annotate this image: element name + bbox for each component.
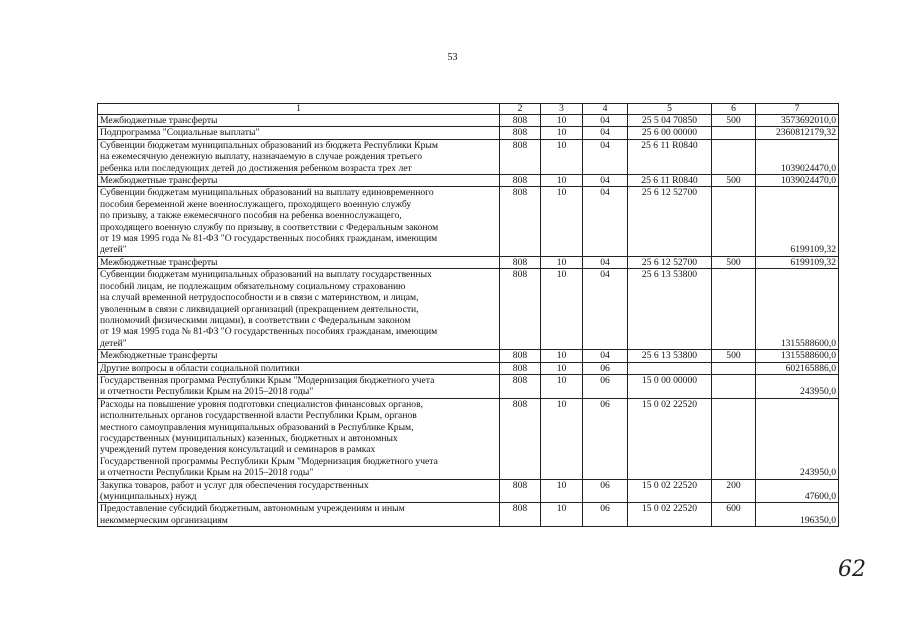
table-row — [98, 115, 839, 127]
cell-target-article: 15 0 02 22520 — [628, 479, 712, 503]
cell-expense-type — [712, 374, 756, 398]
cell-section: 10 — [541, 350, 583, 362]
cell-amount: 47600,0 — [756, 479, 839, 503]
cell-amount: 243950,0 — [756, 374, 839, 398]
table-row — [98, 350, 839, 362]
cell-ministry-code: 808 — [500, 479, 541, 503]
cell-name: Межбюджетные трансферты — [98, 350, 500, 362]
cell-target-article: 25 6 11 R0840 — [628, 139, 712, 174]
cell-target-article — [628, 362, 712, 374]
cell-section: 10 — [541, 175, 583, 187]
cell-subsection: 04 — [583, 139, 628, 174]
cell-subsection: 06 — [583, 503, 628, 527]
cell-ministry-code: 808 — [500, 175, 541, 187]
header-cell: 2 — [500, 104, 541, 115]
cell-ministry-code: 808 — [500, 127, 541, 139]
cell-section: 10 — [541, 187, 583, 256]
cell-amount: 1315588600,0 — [756, 269, 839, 350]
header-cell: 1 — [98, 104, 500, 115]
cell-expense-type — [712, 127, 756, 139]
cell-expense-type — [712, 269, 756, 350]
table-row — [98, 127, 839, 139]
table-row — [98, 175, 839, 187]
cell-expense-type: 500 — [712, 115, 756, 127]
cell-subsection: 06 — [583, 362, 628, 374]
cell-expense-type — [712, 187, 756, 256]
cell-ministry-code: 808 — [500, 115, 541, 127]
cell-section: 10 — [541, 256, 583, 268]
cell-name: Подпрограмма "Социальные выплаты" — [98, 127, 500, 139]
table-row — [98, 479, 839, 503]
cell-name: Другие вопросы в области социальной политики — [98, 362, 500, 374]
cell-expense-type: 500 — [712, 350, 756, 362]
table-row — [98, 139, 839, 174]
cell-ministry-code: 808 — [500, 187, 541, 256]
header-row — [98, 104, 839, 115]
cell-name: Субвенции бюджетам муниципальных образований на выплату государственных пособий лицам, не подлежащим обязательному социальному страхованию на случай временной нетрудоспособности и в связи с материнством, и лицам, уволенным в связи с ликвидацией организаций (прекращением деятельности, полномочий физическими лицами), в соответствии с Федеральным законом от 19 мая 1995 года № 81-ФЗ "О государственных пособиях гражданам, имеющим детей" — [98, 269, 500, 350]
budget-table — [97, 103, 839, 527]
cell-ministry-code: 808 — [500, 398, 541, 479]
cell-amount: 602165886,0 — [756, 362, 839, 374]
cell-subsection: 04 — [583, 256, 628, 268]
cell-name: Субвенции бюджетам муниципальных образований из бюджета Республики Крым на ежемесячную денежную выплату, назначаемую в случае рождения третьего ребенка или последующих детей до достижения ребенком возраста трех лет — [98, 139, 500, 174]
header-cell: 5 — [628, 104, 712, 115]
cell-amount: 1039024470,0 — [756, 139, 839, 174]
cell-section: 10 — [541, 398, 583, 479]
cell-amount: 1039024470,0 — [756, 175, 839, 187]
cell-amount: 6199109,32 — [756, 187, 839, 256]
header-cell: 6 — [712, 104, 756, 115]
cell-target-article: 15 0 00 00000 — [628, 374, 712, 398]
cell-expense-type: 200 — [712, 479, 756, 503]
cell-expense-type: 600 — [712, 503, 756, 527]
cell-amount: 243950,0 — [756, 398, 839, 479]
cell-section: 10 — [541, 269, 583, 350]
cell-ministry-code: 808 — [500, 362, 541, 374]
cell-subsection: 04 — [583, 175, 628, 187]
cell-subsection: 06 — [583, 398, 628, 479]
cell-target-article: 25 6 13 53800 — [628, 269, 712, 350]
cell-amount: 196350,0 — [756, 503, 839, 527]
cell-target-article: 15 0 02 22520 — [628, 503, 712, 527]
table-body — [98, 115, 839, 527]
cell-name: Межбюджетные трансферты — [98, 115, 500, 127]
cell-expense-type — [712, 362, 756, 374]
cell-target-article: 25 6 13 53800 — [628, 350, 712, 362]
cell-expense-type — [712, 398, 756, 479]
cell-target-article: 25 6 00 00000 — [628, 127, 712, 139]
table-row — [98, 269, 839, 350]
cell-target-article: 25 6 12 52700 — [628, 187, 712, 256]
cell-target-article: 25 6 12 52700 — [628, 256, 712, 268]
table-row — [98, 503, 839, 527]
page-number: 53 — [447, 52, 458, 63]
header-cell: 3 — [541, 104, 583, 115]
cell-ministry-code: 808 — [500, 256, 541, 268]
table-row — [98, 256, 839, 268]
cell-ministry-code: 808 — [500, 350, 541, 362]
table-row — [98, 187, 839, 256]
cell-subsection: 06 — [583, 479, 628, 503]
cell-ministry-code: 808 — [500, 503, 541, 527]
handwritten-page-mark: 62 — [838, 557, 866, 582]
cell-section: 10 — [541, 139, 583, 174]
cell-amount: 6199109,32 — [756, 256, 839, 268]
cell-section: 10 — [541, 503, 583, 527]
cell-subsection: 04 — [583, 350, 628, 362]
cell-expense-type: 500 — [712, 256, 756, 268]
cell-subsection: 04 — [583, 127, 628, 139]
cell-name: Государственная программа Республики Крым "Модернизация бюджетного учета и отчетности Республики Крым на 2015–2018 годы" — [98, 374, 500, 398]
cell-section: 10 — [541, 127, 583, 139]
cell-name: Межбюджетные трансферты — [98, 256, 500, 268]
header-cell: 4 — [583, 104, 628, 115]
table-row — [98, 362, 839, 374]
cell-name: Предоставление субсидий бюджетным, автономным учреждениям и иным некоммерческим организациям — [98, 503, 500, 527]
cell-subsection: 04 — [583, 187, 628, 256]
header-cell: 7 — [756, 104, 839, 115]
cell-target-article: 25 5 04 70850 — [628, 115, 712, 127]
cell-name: Субвенции бюджетам муниципальных образований на выплату единовременного пособия беременной жене военнослужащего, проходящего военную службу по призыву, а также ежемесячного пособия на ребенка военнослужащего, проходящего военную службу по призыву, в соответствии с Федеральным законом от 19 мая 1995 года № 81-ФЗ "О государственных пособиях гражданам, имеющим детей" — [98, 187, 500, 256]
cell-expense-type — [712, 139, 756, 174]
cell-subsection: 04 — [583, 115, 628, 127]
cell-name: Расходы на повышение уровня подготовки специалистов финансовых органов, исполнительных органов государственной власти Республики Крым, органов местного самоуправления муниципальных образований в Республике Крым, государственных (муниципальных) казенных, бюджетных и автономных учреждений путем проведения консультаций и семинаров в рамках Государственной программы Республики Крым "Модернизация бюджетного учета и отчетности Республики Крым на 2015–2018 годы" — [98, 398, 500, 479]
cell-subsection: 04 — [583, 269, 628, 350]
cell-ministry-code: 808 — [500, 269, 541, 350]
cell-name: Межбюджетные трансферты — [98, 175, 500, 187]
cell-target-article: 15 0 02 22520 — [628, 398, 712, 479]
cell-section: 10 — [541, 374, 583, 398]
cell-subsection: 06 — [583, 374, 628, 398]
cell-ministry-code: 808 — [500, 374, 541, 398]
cell-section: 10 — [541, 115, 583, 127]
cell-amount: 1315588600,0 — [756, 350, 839, 362]
cell-name: Закупка товаров, работ и услуг для обеспечения государственных (муниципальных) нужд — [98, 479, 500, 503]
cell-target-article: 25 6 11 R0840 — [628, 175, 712, 187]
cell-expense-type: 500 — [712, 175, 756, 187]
cell-ministry-code: 808 — [500, 139, 541, 174]
table-row — [98, 398, 839, 479]
cell-section: 10 — [541, 479, 583, 503]
cell-section: 10 — [541, 362, 583, 374]
cell-amount: 3573692010,0 — [756, 115, 839, 127]
cell-amount: 2360812179,32 — [756, 127, 839, 139]
table-row — [98, 374, 839, 398]
